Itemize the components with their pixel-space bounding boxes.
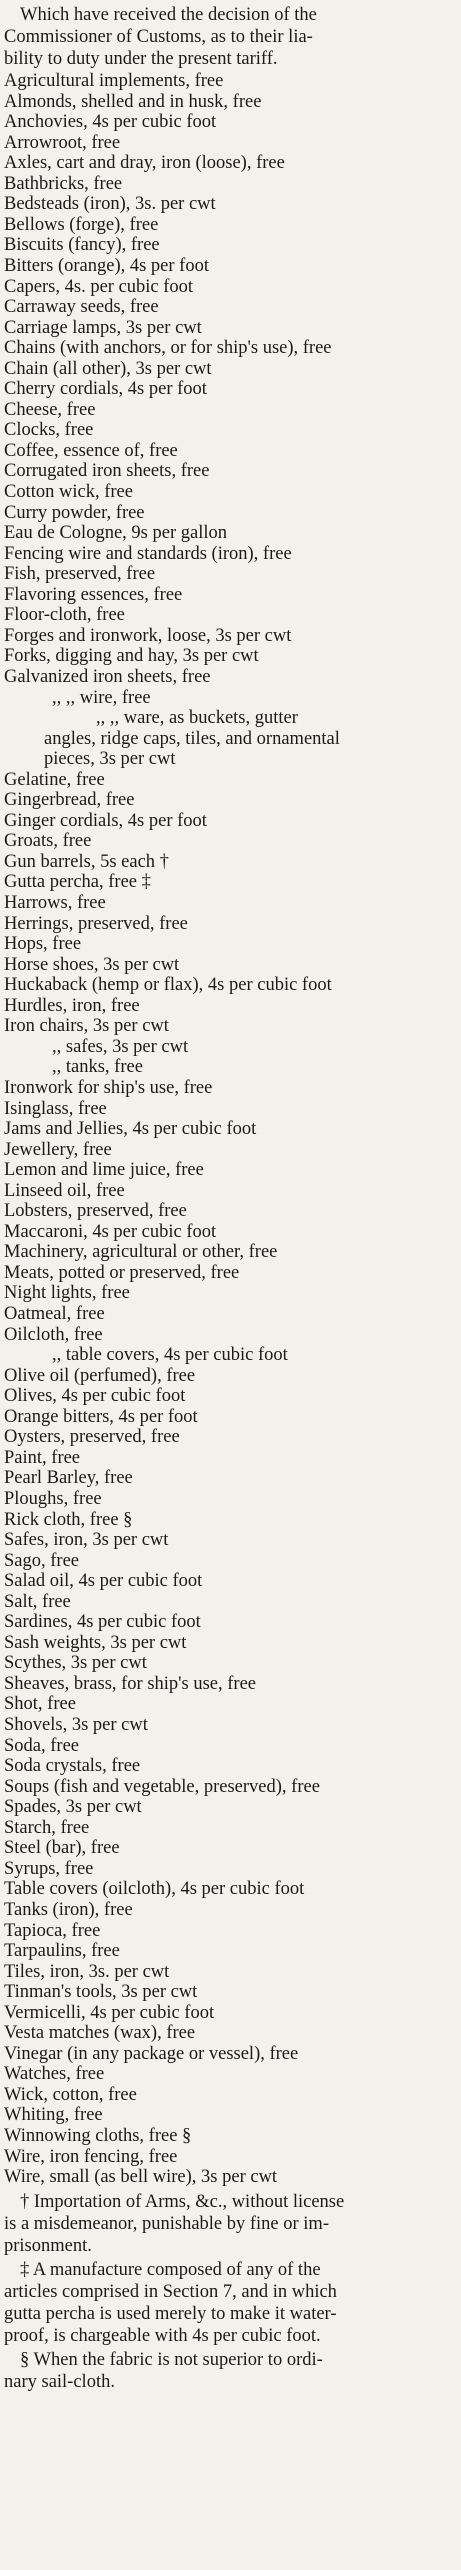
tariff-item: Axles, cart and dray, iron (loose), free [4, 153, 285, 174]
tariff-item: Carraway seeds, free [4, 297, 159, 318]
tariff-item: Jams and Jellies, 4s per cubic foot [4, 1119, 257, 1140]
tariff-item: Linseed oil, free [4, 1180, 125, 1201]
footnote-dagger [4, 2191, 456, 2257]
footnote-line: § When the fabric is not superior to ordi- [20, 2349, 323, 2370]
tariff-item: Olives, 4s per cubic foot [4, 1386, 186, 1407]
tariff-item: Gutta percha, free ‡ [4, 872, 151, 893]
tariff-item: Flavoring essences, free [4, 584, 183, 605]
tariff-item: Huckaback (hemp or flax), 4s per cubic foot [4, 975, 332, 996]
footnote-line: ‡ A manufacture composed of any of the [20, 2259, 321, 2280]
tariff-item: Vinegar (in any package or vessel), free [4, 2043, 299, 2064]
tariff-item: Horse shoes, 3s per cwt [4, 954, 180, 975]
tariff-item: Hops, free [4, 934, 82, 955]
tariff-item: Winnowing cloths, free § [4, 2126, 192, 2146]
tariff-item: Salad oil, 4s per cubic foot [4, 1571, 203, 1592]
tariff-item: Coffee, essence of, free [4, 440, 178, 461]
tariff-item: Ginger cordials, 4s per foot [4, 810, 207, 831]
tariff-item: ,, tanks, free [52, 1057, 143, 1078]
tariff-item: Safes, iron, 3s per cwt [4, 1530, 169, 1551]
tariff-item: Harrows, free [4, 893, 106, 913]
tariff-item: Carriage lamps, 3s per cwt [4, 317, 202, 338]
tariff-item: Soda, free [4, 1735, 79, 1756]
tariff-item: Syrups, free [4, 1858, 94, 1879]
tariff-item: Jewellery, free [4, 1139, 112, 1160]
tariff-item: Wire, small (as bell wire), 3s per cwt [4, 2167, 278, 2188]
tariff-item: Bathbricks, free [4, 173, 123, 194]
tariff-item: Agricultural implements, free [4, 71, 224, 91]
tariff-item: Cotton wick, free [4, 482, 133, 502]
tariff-item: angles, ridge caps, tiles, and ornamental [44, 728, 340, 749]
footnote-line: is a misdemeanor, punishable by fine or im- [4, 2213, 329, 2234]
tariff-item: Almonds, shelled and in husk, free [4, 91, 262, 112]
tariff-item: Biscuits (fancy), free [4, 235, 160, 256]
footnote-double-dagger [4, 2259, 456, 2347]
tariff-item: Sardines, 4s per cubic foot [4, 1612, 201, 1633]
tariff-item: Gingerbread, free [4, 790, 135, 811]
tariff-item: ,, safes, 3s per cwt [52, 1036, 189, 1057]
tariff-item: Bellows (forge), free [4, 214, 159, 235]
footnote-line: proof, is chargeable with 4s per cubic foot. [4, 2325, 321, 2346]
tariff-item: Pearl Barley, free [4, 1468, 133, 1489]
tariff-item: Ironwork for ship's use, free [4, 1077, 213, 1098]
tariff-item: Olive oil (perfumed), free [4, 1365, 196, 1386]
tariff-item: Vesta matches (wax), free [4, 2023, 196, 2044]
tariff-item: Forks, digging and hay, 3s per cwt [4, 646, 259, 667]
tariff-item: Arrowroot, free [4, 132, 121, 153]
tariff-item: Sash weights, 3s per cwt [4, 1632, 187, 1653]
tariff-item: ,, table covers, 4s per cubic foot [52, 1345, 288, 1366]
tariff-item: Groats, free [4, 831, 92, 852]
tariff-item: Clocks, free [4, 420, 94, 441]
tariff-item: Eau de Cologne, 9s per gallon [4, 523, 227, 544]
tariff-item: Gelatine, free [4, 769, 105, 790]
tariff-item: Soda crystals, free [4, 1756, 141, 1777]
tariff-item: Lemon and lime juice, free [4, 1160, 204, 1181]
tariff-item: Shovels, 3s per cwt [4, 1715, 148, 1735]
tariff-item: Vermicelli, 4s per cubic foot [4, 2002, 215, 2023]
tariff-item: Salt, free [4, 1591, 71, 1612]
tariff-item: Hurdles, iron, free [4, 995, 140, 1016]
tariff-item: Oatmeal, free [4, 1304, 105, 1324]
tariff-item: Bitters (orange), 4s per foot [4, 255, 209, 276]
tariff-item: Tinman's tools, 3s per cwt [4, 1982, 198, 2003]
tariff-item: Tiles, iron, 3s. per cwt [4, 1961, 170, 1982]
tariff-item: Corrugated iron sheets, free [4, 461, 210, 482]
tariff-item: Maccaroni, 4s per cubic foot [4, 1221, 217, 1242]
tariff-item: Watches, free [4, 2064, 105, 2085]
tariff-item: Floor-cloth, free [4, 605, 125, 626]
tariff-item: Curry powder, free [4, 502, 145, 523]
intro-line: Which have received the decision of the [20, 5, 317, 25]
tariff-item: Bedsteads (iron), 3s. per cwt [4, 194, 216, 215]
tariff-item: pieces, 3s per cwt [44, 749, 176, 770]
intro-line: Commissioner of Customs, as to their lia- [4, 27, 313, 47]
tariff-item: Orange bitters, 4s per foot [4, 1406, 198, 1427]
tariff-item: Oilcloth, free [4, 1324, 103, 1345]
tariff-item: ,, ,, ware, as buckets, gutter [96, 708, 298, 729]
tariff-item: Fish, preserved, free [4, 564, 156, 585]
tariff-item: Galvanized iron sheets, free [4, 666, 211, 687]
tariff-item: Shot, free [4, 1694, 76, 1715]
tariff-item: Steel (bar), free [4, 1838, 120, 1859]
tariff-item: Scythes, 3s per cwt [4, 1653, 147, 1674]
tariff-item: Rick cloth, free § [4, 1509, 133, 1530]
footnote-line: gutta percha is used merely to make it water- [4, 2303, 337, 2324]
footnote-line: nary sail-cloth. [4, 2371, 115, 2392]
tariff-item: Paint, free [4, 1447, 81, 1468]
tariff-item: Starch, free [4, 1817, 90, 1838]
tariff-item: Cherry cordials, 4s per foot [4, 379, 207, 400]
tariff-item: Sheaves, brass, for ship's use, free [4, 1673, 256, 1694]
tariff-item: Tarpaulins, free [4, 1941, 120, 1962]
tariff-item: Chains (with anchors, or for ship's use), free [4, 338, 332, 359]
footnote-line: † Importation of Arms, &c., without license [20, 2191, 345, 2212]
footnote-section [4, 2349, 456, 2393]
tariff-item: Herrings, preserved, free [4, 913, 188, 934]
tariff-item: Gun barrels, 5s each † [4, 851, 169, 872]
tariff-item: Machinery, agricultural or other, free [4, 1242, 278, 1263]
tariff-item: Chain (all other), 3s per cwt [4, 358, 212, 379]
tariff-item: Iron chairs, 3s per cwt [4, 1016, 169, 1037]
footnote-line: prisonment. [4, 2235, 92, 2256]
tariff-item: Night lights, free [4, 1283, 130, 1304]
tariff-item: Fencing wire and standards (iron), free [4, 543, 292, 564]
tariff-item: Whiting, free [4, 2105, 103, 2126]
footnote-line: articles comprised in Section 7, and in which [4, 2281, 337, 2302]
tariff-item: Ploughs, free [4, 1488, 102, 1509]
tariff-item: Wick, cotton, free [4, 2084, 137, 2105]
tariff-item: Wire, iron fencing, free [4, 2146, 178, 2167]
tariff-item: Meats, potted or preserved, free [4, 1262, 240, 1283]
intro-paragraph [4, 4, 456, 70]
tariff-item: Isinglass, free [4, 1098, 107, 1119]
intro-line: bility to duty under the present tariff. [4, 49, 278, 69]
tariff-item: Table covers (oilcloth), 4s per cubic foot [4, 1879, 305, 1900]
tariff-item: Oysters, preserved, free [4, 1427, 180, 1448]
tariff-item: Tanks (iron), free [4, 1899, 133, 1920]
tariff-item: Spades, 3s per cwt [4, 1797, 142, 1818]
tariff-item: Cheese, free [4, 399, 96, 420]
tariff-item: Anchovies, 4s per cubic foot [4, 112, 217, 133]
tariff-item: Capers, 4s. per cubic foot [4, 276, 194, 297]
tariff-item: Tapioca, free [4, 1920, 101, 1941]
tariff-item: Soups (fish and vegetable, preserved), free [4, 1776, 320, 1797]
tariff-item: Forges and ironwork, loose, 3s per cwt [4, 625, 292, 646]
tariff-item: Lobsters, preserved, free [4, 1201, 187, 1222]
tariff-item: Sago, free [4, 1550, 79, 1571]
tariff-item: ,, ,, wire, free [52, 687, 151, 708]
